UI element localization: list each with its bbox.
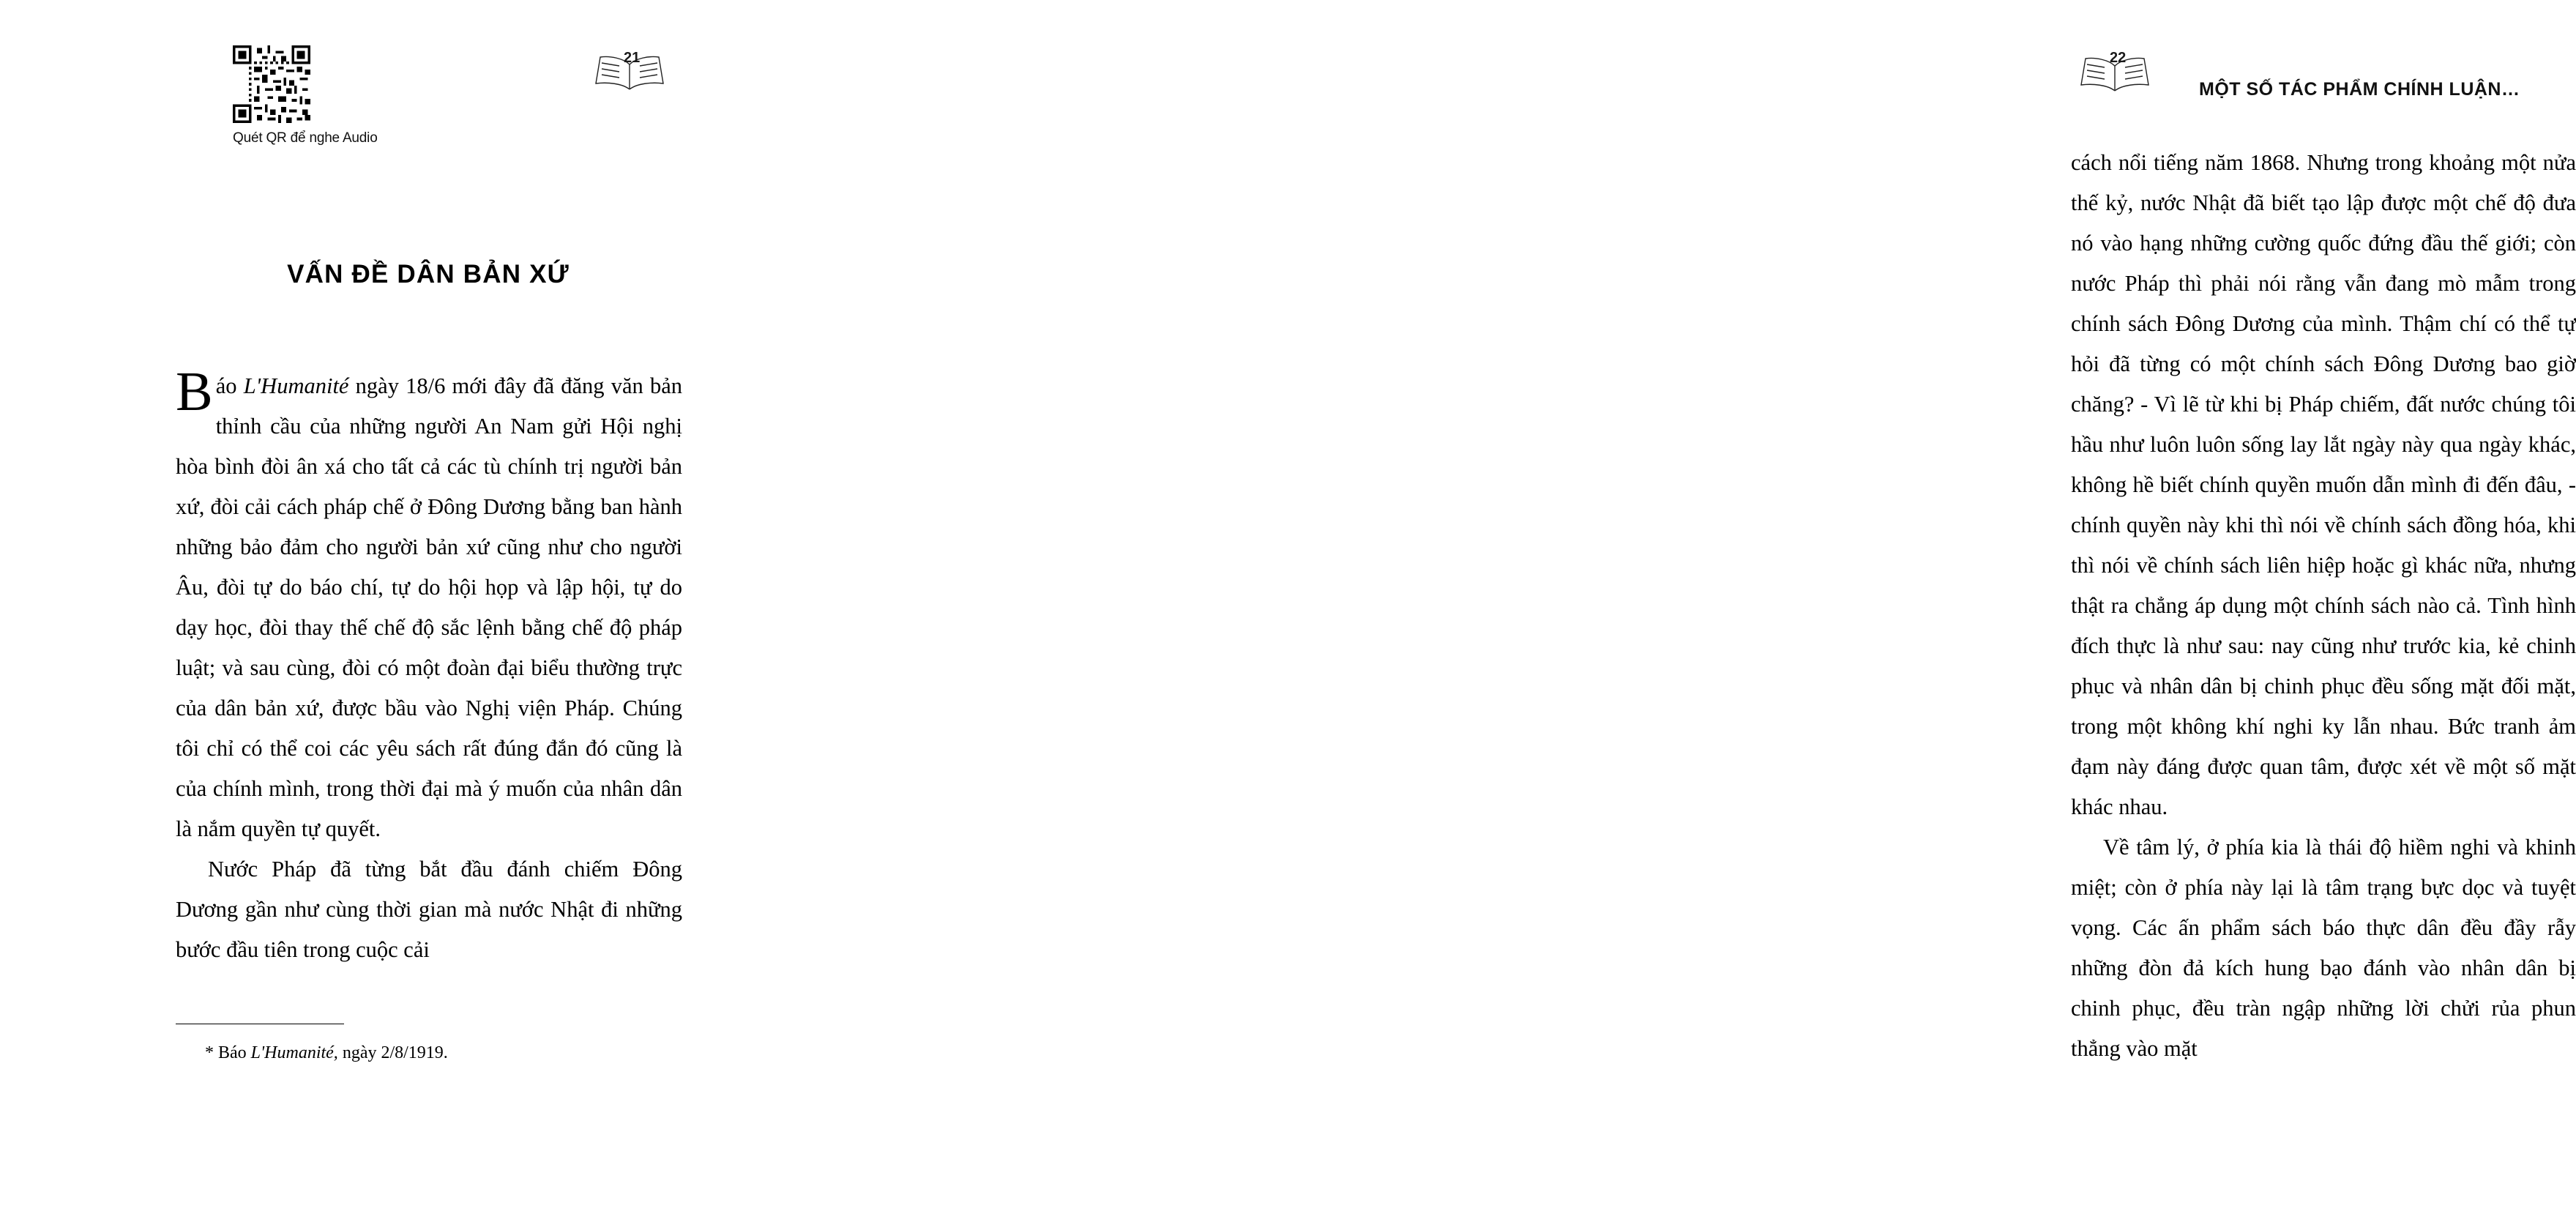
right-page	[1028, 0, 2576, 1211]
page-number-left: 21	[624, 50, 641, 66]
footnote-text-before: Báo	[218, 1043, 251, 1062]
paragraph-italic-title: L'Humanité	[243, 373, 349, 398]
paragraph-first	[176, 361, 682, 849]
qr-audio-block[interactable]	[233, 45, 378, 146]
folio-left	[586, 51, 673, 92]
page-number-right: 22	[2110, 50, 2127, 66]
paragraph-lead: áo	[215, 373, 244, 398]
running-head: MỘT SỐ TÁC PHẨM CHÍNH LUẬN…	[2199, 79, 2520, 100]
qr-caption: Quét QR để nghe Audio	[233, 130, 378, 146]
footnote-text-after: ngày 2/8/1919.	[337, 1043, 448, 1062]
left-page	[0, 0, 1028, 1211]
paragraph-body: ngày 18/6 mới đây đã đăng văn bản thỉnh cầu của những người An Nam gửi Hội nghị hòa bình đòi ân xá cho tất cả các tù chính trị người bản xứ, đòi cải cách pháp chế ở Đông Dương bằng ban hành những bảo đảm cho người bản xứ cũng như cho người Âu, đòi tự do báo chí, tự do hội họp và lập hội, tự do dạy học, đòi thay thế chế độ sắc lệnh bằng chế độ pháp luật; và sau cùng, đòi có một đoàn đại biểu thường trực của dân bản xứ, được bầu vào Nghị viện Pháp. Chúng tôi chỉ có thể coi các yêu sách rất đúng đắn đó cũng là của chính mình, trong thời đại mà ý muốn của nhân dân là nắm quyền tự quyết.	[176, 373, 682, 841]
footnote-marker: *	[205, 1043, 214, 1062]
footnote	[176, 1040, 681, 1066]
footnote-italic: L'Humanité,	[250, 1043, 338, 1062]
qr-code-icon[interactable]	[233, 45, 310, 123]
chapter-title: VẤN ĐỀ DÂN BẢN XỨ	[287, 260, 570, 288]
left-body-text	[176, 361, 682, 970]
drop-cap: B	[176, 361, 213, 422]
paragraph-continued: cách nổi tiếng năm 1868. Nhưng trong khoảng một nửa thế kỷ, nước Nhật đã biết tạo lập được một chế độ đưa nó vào hạng những cường quốc đứng đầu thế giới; còn nước Pháp thì phải nói rằng vẫn đang mò mẫm trong chính sách Đông Dương của mình. Thậm chí có thể tự hỏi đã từng có một chính sách Đông Dương bao giờ chăng? - Vì lẽ từ khi bị Pháp chiếm, đất nước chúng tôi hầu như luôn luôn sống lay lắt ngày này qua ngày khác, không hề biết chính quyền muốn dẫn mình đi đến đâu, - chính quyền này khi thì nói về chính sách đồng hóa, khi thì nói về chính sách liên hiệp hoặc gì khác nữa, nhưng thật ra chẳng áp dụng một chính sách nào cả. Tình hình đích thực là như sau: nay cũng như trước kia, kẻ chinh phục và nhân dân bị chinh phục đều sống mặt đối mặt, trong một không khí nghi ky lẫn nhau. Bức tranh ảm đạm này đáng được quan tâm, được xét về một số mặt khác nhau.	[2071, 150, 2576, 819]
paragraph: Nước Pháp đã từng bắt đầu đánh chiếm Đông Dương gần như cùng thời gian mà nước Nhật đi những bước đầu tiên trong cuộc cải	[176, 857, 682, 962]
paragraph: Về tâm lý, ở phía kia là thái độ hiềm nghi và khinh miệt; còn ở phía này lại là tâm trạng bực dọc và tuyệt vọng. Các ấn phẩm sách báo thực dân đều đầy rẫy những đòn đả kích hung bạo đánh vào nhân dân bị chinh phục, đều tràn ngập những lời chửi rủa phun thẳng vào mặt	[2071, 835, 2576, 1061]
folio-right	[2071, 50, 2159, 94]
right-body-text	[2071, 143, 2576, 1069]
